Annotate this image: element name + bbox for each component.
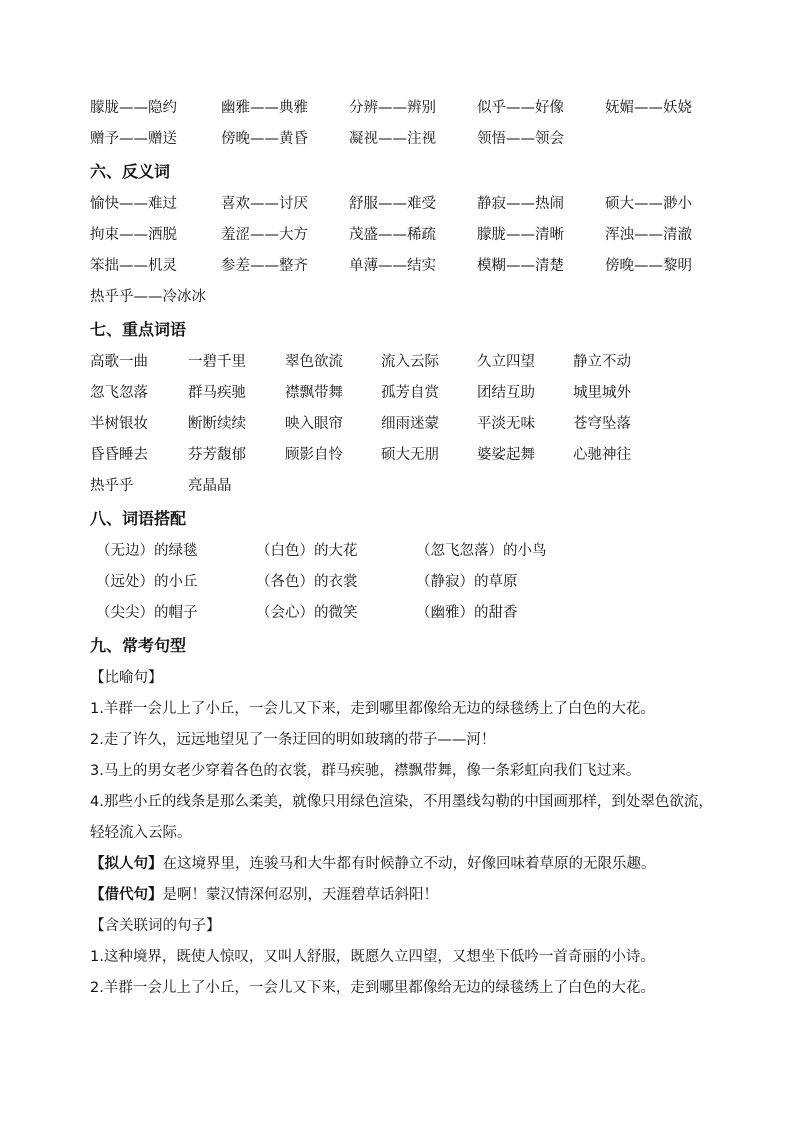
collocation: （静寂）的草原 <box>416 574 518 590</box>
sentence: 1.羊群一会儿上了小丘，一会儿又下来，走到哪里都像给无边的绿毯绣上了白色的大花。 <box>90 701 655 717</box>
word-row <box>90 347 710 378</box>
word-pair: 愉快——难过 <box>90 196 177 212</box>
key-word: 一碧千里 <box>188 354 246 370</box>
collocation: （无边）的绿毯 <box>96 543 198 559</box>
metaphor-label: 【比喻句】 <box>90 670 163 686</box>
word-pair: 幽雅——典雅 <box>221 100 308 116</box>
word-row <box>90 378 710 409</box>
key-word: 翠色欲流 <box>285 354 343 370</box>
word-pair: 傍晚——黄昏 <box>221 131 308 147</box>
key-word: 昏昏睡去 <box>90 447 148 463</box>
key-word: 忽飞忽落 <box>90 385 148 401</box>
word-pair: 浑浊——清澈 <box>605 227 692 243</box>
key-word: 断断续续 <box>188 416 246 432</box>
collocations-section <box>90 536 710 629</box>
key-word: 亮晶晶 <box>188 478 232 494</box>
personification-label: 【拟人句】 <box>90 856 163 872</box>
conjunction-label: 【含关联词的句子】 <box>90 918 221 934</box>
word-row <box>90 440 710 471</box>
word-pair: 羞涩——大方 <box>221 227 308 243</box>
word-pair: 傍晚——黎明 <box>605 258 692 274</box>
word-row <box>90 409 710 440</box>
collocation-row <box>90 536 710 567</box>
synonyms-section <box>90 93 710 155</box>
key-word: 心驰神往 <box>573 447 631 463</box>
key-word: 热乎乎 <box>90 478 134 494</box>
word-pair: 凝视——注视 <box>349 131 436 147</box>
word-pair: 分辨——辨别 <box>349 100 436 116</box>
word-pair: 妩媚——妖娆 <box>605 100 692 116</box>
collocation: （远处）的小丘 <box>96 574 198 590</box>
word-pair: 茂盛——稀疏 <box>349 227 436 243</box>
personification-line <box>90 849 714 880</box>
key-word: 细雨迷蒙 <box>381 416 439 432</box>
document-page <box>90 93 713 1004</box>
word-row <box>90 471 710 502</box>
word-pair: 拘束——洒脱 <box>90 227 177 243</box>
word-row <box>90 220 710 251</box>
word-pair: 参差——整齐 <box>221 258 308 274</box>
collocation: （幽雅）的甜香 <box>416 605 518 621</box>
section-title-collocations: 八、词语搭配 <box>90 509 187 528</box>
word-row <box>90 251 710 282</box>
key-word: 高歌一曲 <box>90 354 148 370</box>
key-word: 静立不动 <box>573 354 631 370</box>
key-word: 硕大无朋 <box>381 447 439 463</box>
section-title-key-words: 七、重点词语 <box>90 320 187 339</box>
key-word: 久立四望 <box>477 354 535 370</box>
word-pair: 舒服——难受 <box>349 196 436 212</box>
key-words-section <box>90 347 710 502</box>
borrowed-line <box>90 880 714 911</box>
collocation-row <box>90 598 710 629</box>
borrowed-label: 【借代句】 <box>90 887 163 903</box>
collocation: （白色）的大花 <box>256 543 358 559</box>
word-pair: 领悟——领会 <box>477 131 564 147</box>
collocation: （会心）的微笑 <box>256 605 358 621</box>
key-word: 婆娑起舞 <box>477 447 535 463</box>
key-word: 苍穹坠落 <box>573 416 631 432</box>
sentence: 1.这种境界，既使人惊叹，又叫人舒服，既愿久立四望，又想坐下低吟一首奇丽的小诗。 <box>90 949 655 965</box>
word-pair: 单薄——结实 <box>349 258 436 274</box>
key-word: 映入眼帘 <box>285 416 343 432</box>
key-word: 团结互助 <box>477 385 535 401</box>
key-word: 城里城外 <box>573 385 631 401</box>
antonyms-section <box>90 189 710 313</box>
word-row <box>90 93 710 124</box>
word-pair: 硕大——渺小 <box>605 196 692 212</box>
word-row <box>90 282 710 313</box>
word-pair: 喜欢——讨厌 <box>221 196 308 212</box>
sentence: 2.走了许久，远远地望见了一条迂回的明如玻璃的带子——河！ <box>90 732 496 748</box>
section-title-antonyms: 六、反义词 <box>90 162 171 181</box>
key-word: 孤芳自赏 <box>381 385 439 401</box>
sentence: 在这境界里，连骏马和大牛都有时候静立不动，好像回味着草原的无限乐趣。 <box>162 856 656 872</box>
word-pair: 赠予——赠送 <box>90 131 177 147</box>
word-pair: 静寂——热闹 <box>477 196 564 212</box>
key-word: 襟飘带舞 <box>285 385 343 401</box>
key-word: 顾影自怜 <box>285 447 343 463</box>
word-pair: 笨拙——机灵 <box>90 258 177 274</box>
sentence: 是啊！蒙汉情深何忍别，天涯碧草话斜阳！ <box>162 887 438 903</box>
word-pair: 朦胧——隐约 <box>90 100 177 116</box>
word-row <box>90 189 710 220</box>
sentence: 4.那些小丘的线条是那么柔美，就像只用绿色渲染，不用墨线勾勒的中国画那样，到处翠色欲流，轻轻流入云际。 <box>90 794 713 841</box>
key-word: 平淡无味 <box>477 416 535 432</box>
word-pair: 热乎乎——冷冰冰 <box>90 289 206 305</box>
collocation: （各色）的衣裳 <box>256 574 358 590</box>
word-pair: 模糊——清楚 <box>477 258 564 274</box>
section-title-sentences: 九、常考句型 <box>90 636 187 655</box>
collocation: （尖尖）的帽子 <box>96 605 198 621</box>
key-word: 流入云际 <box>381 354 439 370</box>
word-pair: 似乎——好像 <box>477 100 564 116</box>
key-word: 芬芳馥郁 <box>188 447 246 463</box>
sentence: 3.马上的男女老少穿着各色的衣裳，群马疾驰，襟飘带舞，像一条彩虹向我们飞过来。 <box>90 763 641 779</box>
key-word: 群马疾驰 <box>188 385 246 401</box>
collocation-row <box>90 567 710 598</box>
sentence: 2.羊群一会儿上了小丘，一会儿又下来，走到哪里都像给无边的绿毯绣上了白色的大花。 <box>90 980 655 996</box>
collocation: （忽飞忽落）的小鸟 <box>416 543 547 559</box>
key-word: 半树银妆 <box>90 416 148 432</box>
sentences-section <box>90 663 713 1004</box>
word-row <box>90 124 710 155</box>
word-pair: 朦胧——清晰 <box>477 227 564 243</box>
